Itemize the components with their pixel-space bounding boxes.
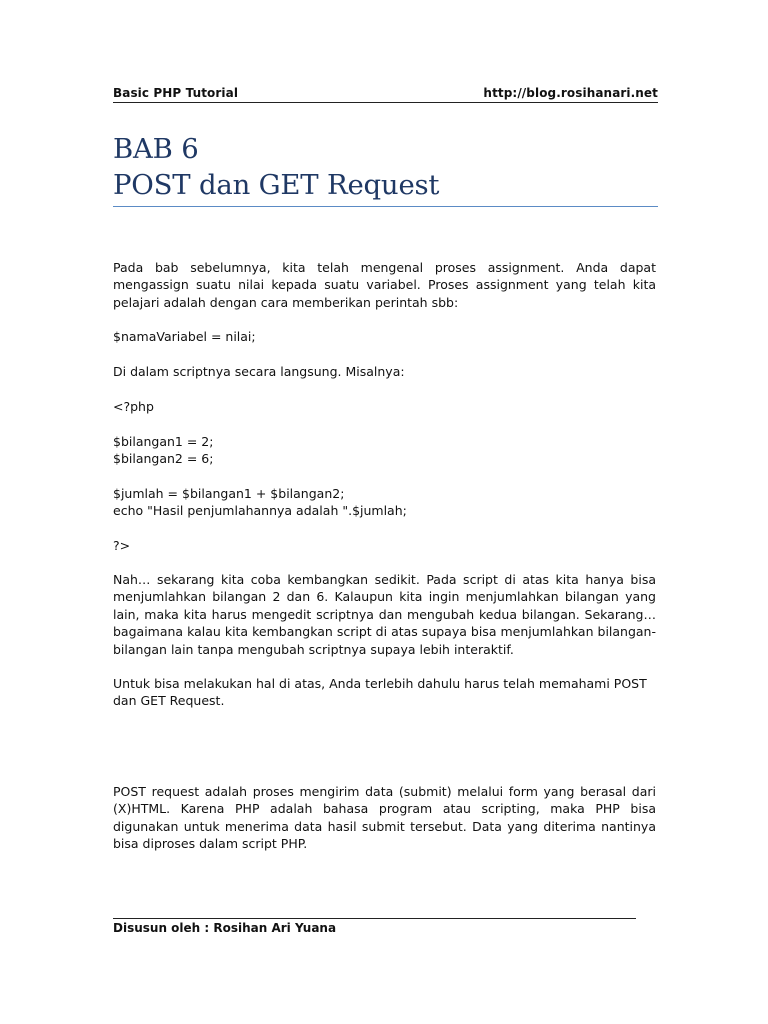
footer-author: Disusun oleh : Rosihan Ari Yuana xyxy=(113,921,337,935)
header-url: http://blog.rosihanari.net xyxy=(483,86,658,100)
code-line-echo: echo "Hasil penjumlahannya adalah ".$jumlah; xyxy=(113,503,407,518)
code-assignment: $namaVariabel = nilai; xyxy=(113,329,256,344)
chapter-heading xyxy=(113,131,439,203)
paragraph-prerequisite: Untuk bisa melakukan hal di atas, Anda terlebih dahulu harus telah memahami POST dan GET Request. xyxy=(113,676,647,709)
footer-divider xyxy=(113,918,636,919)
code-line-bilangan1: $bilangan1 = 2; xyxy=(113,434,214,449)
paragraph-post-request: POST request adalah proses mengirim data (submit) melalui form yang berasal dari (X)HTML. Karena PHP adalah bahasa program atau scripting, maka PHP bisa digunakan untuk menerima data hasil submit tersebut. Data yang diterima nantinya bisa diproses dalam script PHP. xyxy=(113,784,656,852)
code-close-tag: ?> xyxy=(113,538,131,553)
code-line-bilangan2: $bilangan2 = 6; xyxy=(113,451,214,466)
page-header xyxy=(113,86,658,103)
paragraph-intro: Pada bab sebelumnya, kita telah mengenal proses assignment. Anda dapat mengassign suatu nilai kepada suatu variabel. Proses assignment yang telah kita pelajari adalah dengan cara memberikan perintah sbb: xyxy=(113,260,656,310)
title-divider xyxy=(113,206,658,207)
code-line-jumlah: $jumlah = $bilangan1 + $bilangan2; xyxy=(113,486,345,501)
code-open-tag: <?php xyxy=(113,399,154,414)
paragraph-develop: Nah… sekarang kita coba kembangkan sedikit. Pada script di atas kita hanya bisa menjumlahkan bilangan 2 dan 6. Kalaupun kita ingin menjumlahkan bilangan yang lain, maka kita harus mengedit scriptnya dan mengubah kedua bilangan. Sekarang… bagaimana kalau kita kembangkan script di atas supaya bisa menjumlahkan bilangan-bilangan lain tanpa mengubah scriptnya supaya lebih interaktif. xyxy=(113,572,656,657)
paragraph-example-lead: Di dalam scriptnya secara langsung. Misalnya: xyxy=(113,364,405,379)
header-title: Basic PHP Tutorial xyxy=(113,86,239,100)
chapter-number: BAB 6 xyxy=(113,133,199,165)
chapter-title: POST dan GET Request xyxy=(113,169,440,201)
